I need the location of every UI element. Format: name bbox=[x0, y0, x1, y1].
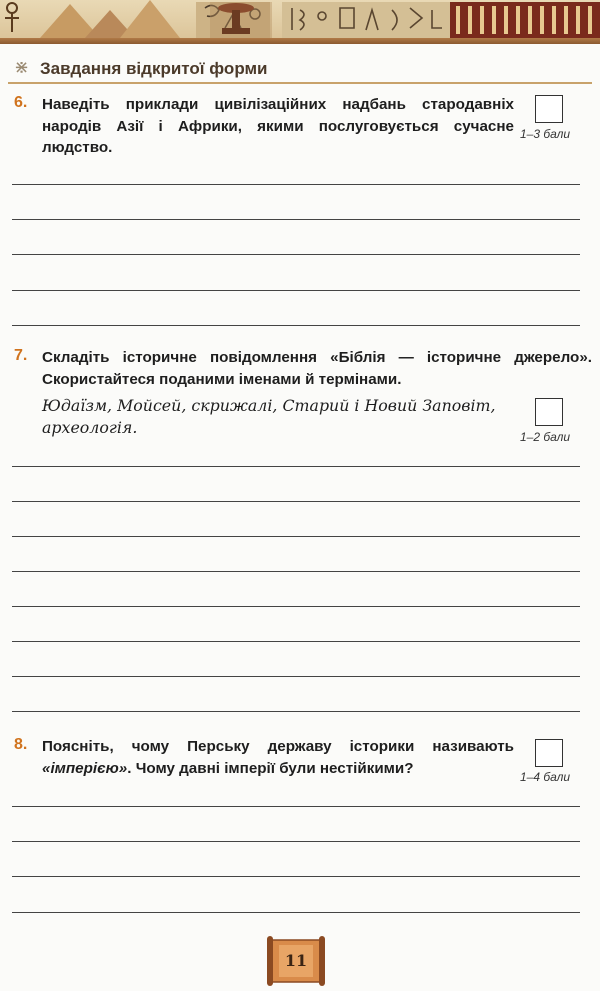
section-header bbox=[8, 54, 592, 84]
answer-line[interactable] bbox=[12, 466, 580, 467]
points-label-6: 1–3 бали bbox=[520, 127, 571, 141]
answer-line[interactable] bbox=[12, 290, 580, 291]
score-box-8[interactable] bbox=[535, 739, 563, 767]
emphasized-term: «імперією» bbox=[42, 759, 128, 777]
answer-line[interactable] bbox=[12, 676, 580, 677]
answer-line[interactable] bbox=[12, 641, 580, 642]
banner-divider bbox=[0, 38, 600, 44]
answer-line[interactable] bbox=[12, 536, 580, 537]
answer-line[interactable] bbox=[12, 606, 580, 607]
answer-line[interactable] bbox=[12, 841, 580, 842]
answer-line[interactable] bbox=[12, 254, 580, 255]
task-question: Складіть історичне повідомлення «Біблія — історичне джерело». Скористайтеся поданими іменами й термінами. bbox=[42, 349, 592, 388]
answer-line[interactable] bbox=[12, 876, 580, 877]
task-number: 7. bbox=[14, 347, 28, 364]
decorative-banner bbox=[0, 0, 600, 38]
answer-line[interactable] bbox=[12, 571, 580, 572]
answer-line[interactable] bbox=[12, 912, 580, 913]
answer-line[interactable] bbox=[12, 806, 580, 807]
page-number: 11 bbox=[284, 951, 308, 970]
points-label-8: 1–4 бали bbox=[520, 770, 571, 784]
hieroglyph-frieze-icon bbox=[0, 0, 600, 38]
answer-line[interactable] bbox=[12, 184, 580, 185]
task-number: 6. bbox=[14, 94, 28, 111]
page-number-badge bbox=[265, 936, 327, 986]
question-text: . Чому давні імперії були нестійкими? bbox=[127, 759, 414, 777]
score-box-7[interactable] bbox=[535, 398, 563, 426]
task-question bbox=[42, 736, 514, 779]
answer-line[interactable] bbox=[12, 711, 580, 712]
task-number: 8. bbox=[14, 736, 28, 753]
answer-line[interactable] bbox=[12, 325, 580, 326]
answer-line[interactable] bbox=[12, 501, 580, 502]
task-question: Наведіть приклади цивілізаційних надбань стародавніх народів Азії і Африки, якими послуговується сучасне людство. bbox=[42, 96, 514, 156]
section-marker-icon: ⋇ bbox=[14, 57, 30, 77]
score-box-6[interactable] bbox=[535, 95, 563, 123]
section-title: Завдання відкритої форми bbox=[40, 59, 268, 78]
answer-line[interactable] bbox=[12, 219, 580, 220]
task-terms: Юдаїзм, Мойсей, скрижалі, Старий і Новий Заповіт, археологія. bbox=[42, 396, 496, 437]
points-label-7: 1–2 бали bbox=[520, 430, 571, 444]
question-text: Поясніть, чому Перську державу історики називають bbox=[42, 738, 514, 755]
